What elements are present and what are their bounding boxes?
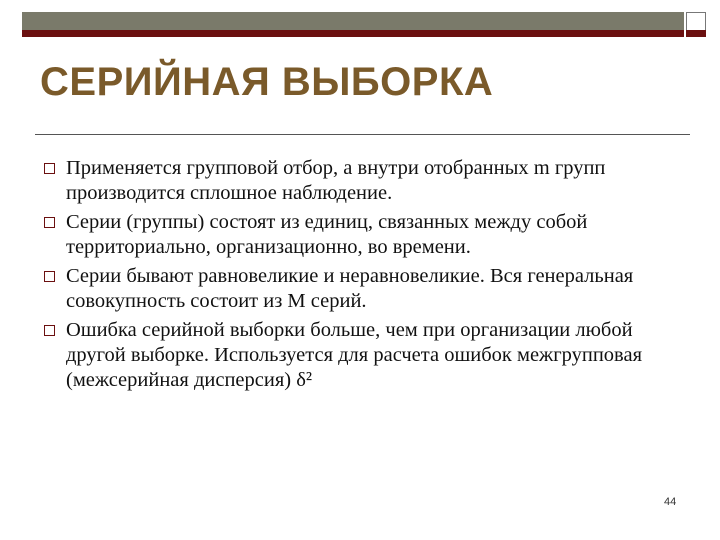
- bullet-item: [44, 318, 694, 393]
- title-divider: [35, 134, 690, 135]
- bullet-item: [44, 264, 694, 314]
- square-bullet-icon: [44, 271, 55, 282]
- header-corner-square: [686, 12, 706, 32]
- square-bullet-icon: [44, 163, 55, 174]
- header-accent-line: [22, 30, 684, 37]
- bullet-item: [44, 156, 694, 206]
- bullet-text: Применяется групповой отбор, а внутри отобранных m групп производится сплошное наблюдение.: [66, 157, 606, 204]
- square-bullet-icon: [44, 325, 55, 336]
- page-number: 44: [664, 496, 677, 508]
- square-bullet-icon: [44, 217, 55, 228]
- bullet-list: [44, 156, 694, 397]
- bullet-text: Серии (группы) состоят из единиц, связанных между собой территориально, организационно, во времени.: [66, 211, 588, 258]
- slide-title: СЕРИЙНАЯ ВЫБОРКА: [40, 60, 494, 104]
- header-corner-accent: [686, 30, 706, 37]
- bullet-item: [44, 210, 694, 260]
- bullet-text: Серии бывают равновеликие и неравновеликие. Вся генеральная совокупность состоит из М серий.: [66, 265, 634, 312]
- bullet-text: Ошибка серийной выборки больше, чем при организации любой другой выборке. Используется для расчета ошибок межгрупповая (межсерийная дисперсия) δ²: [66, 319, 642, 391]
